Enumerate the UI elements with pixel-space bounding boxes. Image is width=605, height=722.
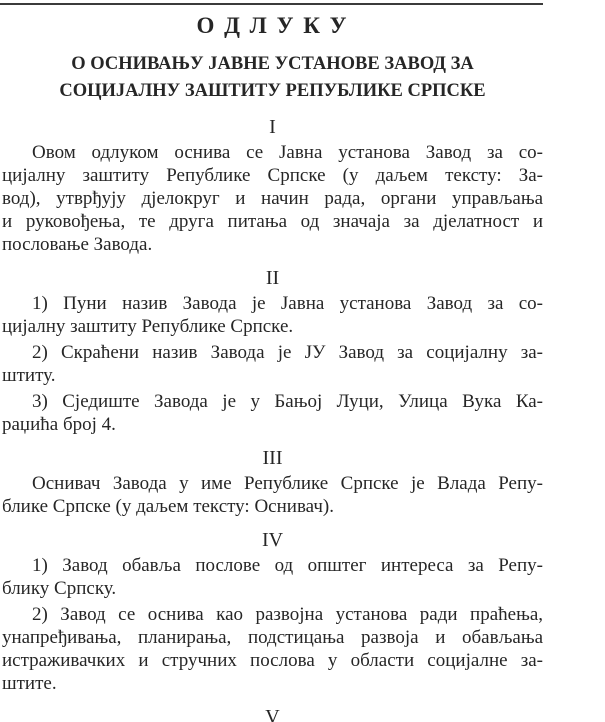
body-paragraph [2,554,543,600]
document-subtitle-line: СОЦИЈАЛНУ ЗАШТИТУ РЕПУБЛИКЕ СРПСКЕ [59,81,486,101]
body-paragraph [2,341,543,387]
section-3-numeral: III [262,447,283,469]
body-paragraph [2,292,543,338]
paragraph-line: пословање Завода. [2,234,153,255]
body-paragraph [2,472,543,518]
section-1 [2,116,543,256]
paragraph-line: 3) Сједиште Завода је у Бањој Луци, Улица Вука Ка- [32,391,543,412]
paragraph-line: цијалну заштиту Републике Српске (у даљем тексту: За- [2,165,543,186]
paragraph-line: блике Српске (у даљем тексту: Оснивач). [2,496,334,517]
body-paragraph [2,603,543,695]
paragraph-line: 1) Пуни назив Завода је Јавна установа Завод за со- [32,293,543,314]
paragraph-line: вод), утврђују дјелокруг и начин рада, органи управљања [2,188,543,209]
section-4-numeral: IV [261,529,284,551]
paragraph-line: Овом одлуком оснива се Јавна установа Завод за со- [32,142,543,163]
paragraph-line: раџића број 4. [2,414,116,435]
section-5 [2,706,543,722]
section-5-numeral: V [265,706,280,722]
document-title: О Д Л У К У [196,13,349,38]
paragraph-line: цијалну заштиту Републике Српске. [2,316,294,337]
section-2-numeral: II [265,267,280,289]
paragraph-line: штиту. [2,365,56,386]
paragraph-line: и руковођења, те друга питања од значаја за дјелатност и [2,211,543,232]
paragraph-line: блику Српску. [2,578,117,599]
paragraph-line: унапређивања, планирања, подстицања развоја и обављања [2,627,543,648]
section-1-numeral: I [269,116,276,138]
paragraph-line: штите. [2,673,57,694]
section-4 [2,529,543,695]
document-subtitle [2,51,543,105]
document-subtitle-line: О ОСНИВАЊУ ЈАВНЕ УСТАНОВЕ ЗАВОД ЗА [71,54,474,74]
body-paragraph [2,390,543,436]
paragraph-line: 2) Завод се оснива као развојна установа ради праћења, [32,604,543,625]
section-3 [2,447,543,518]
paragraph-line: 2) Скраћени назив Завода је ЈУ Завод за социјалну за- [32,342,543,363]
paragraph-line: истраживачких и стручних послова у области социјалне за- [2,650,543,671]
top-rule [0,3,543,5]
body-paragraph [2,141,543,256]
paragraph-line: Оснивач Завода у име Републике Српске је Влада Репу- [32,473,543,494]
section-2 [2,267,543,436]
paragraph-line: 1) Завод обавља послове од општег интереса за Репу- [32,555,543,576]
